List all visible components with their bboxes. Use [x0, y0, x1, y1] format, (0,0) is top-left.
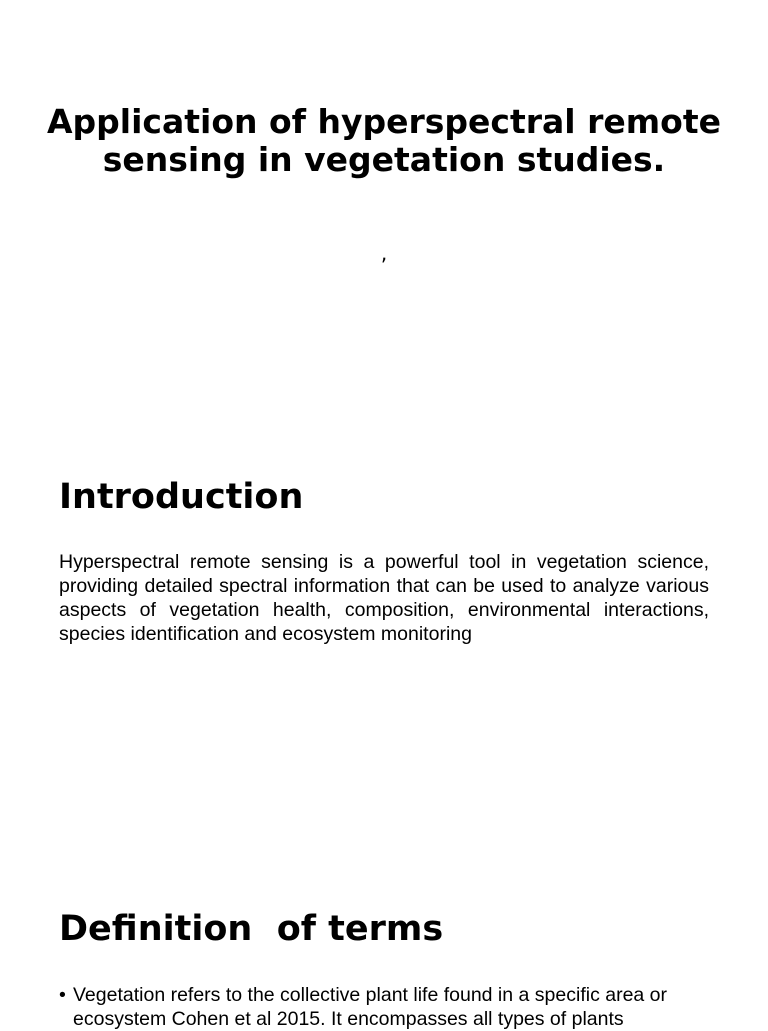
presentation-subtitle: , [380, 241, 388, 265]
introduction-paragraph: Hyperspectral remote sensing is a powerful tool in vegetation science, providing detailed spectral information that can be used to analyze various aspects of vegetation health, composition, environmental interactions, species identification and ecosystem monitoring [59, 551, 709, 645]
definition-text: Vegetation refers to the collective plant life found in a specific area or ecosystem Cohen et al 2015. It encompasses all types of plants [73, 984, 668, 1030]
introduction-heading: Introduction [59, 477, 304, 517]
bullet-icon: • [59, 984, 66, 1006]
title-slide [0, 0, 768, 432]
presentation-title: Application of hyperspectral remote sensing in vegetation studies. [47, 102, 721, 179]
introduction-slide [0, 432, 768, 864]
definitions-heading: Definition of terms [59, 909, 444, 949]
definitions-slide [0, 864, 768, 1030]
